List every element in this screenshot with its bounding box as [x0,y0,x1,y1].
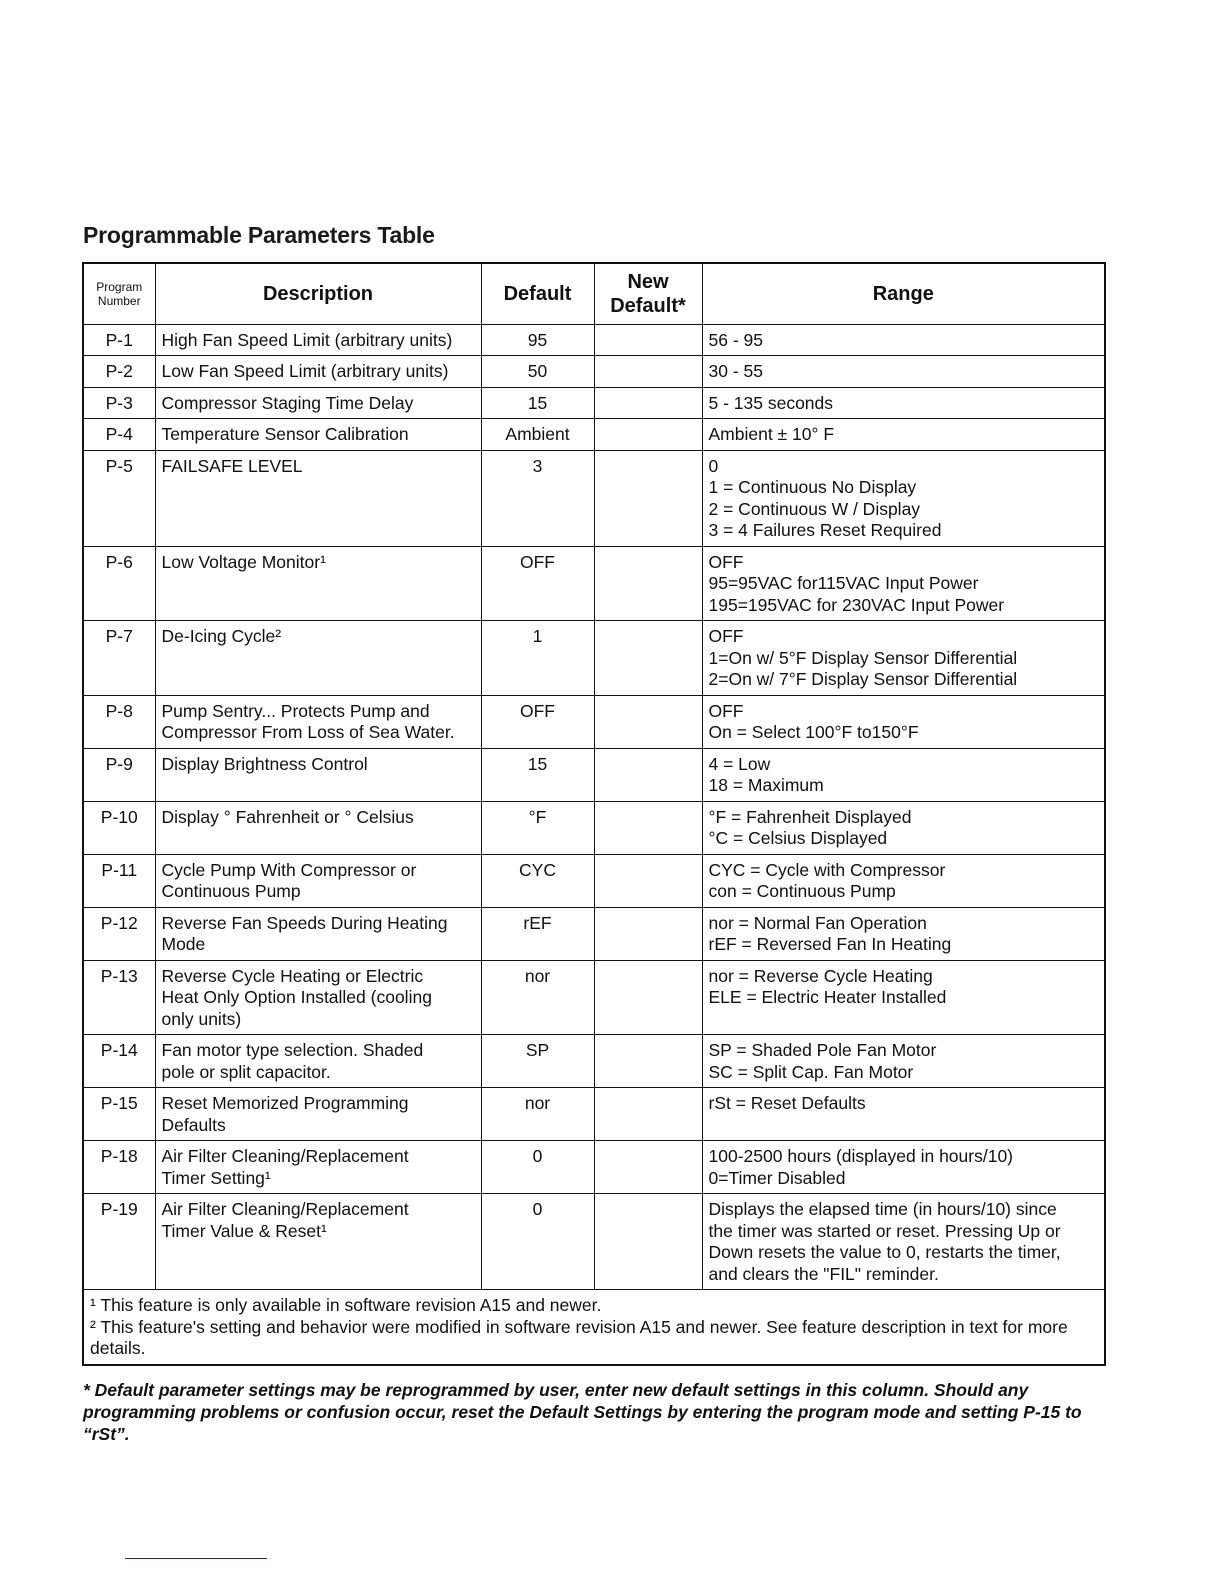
new-default-cell[interactable] [594,1194,702,1290]
range-cell [702,854,1105,907]
description-cell [155,1035,481,1088]
range-line: Ambient ± 10° F [708,424,835,444]
range-line: OFF [708,700,744,721]
new-default-cell[interactable] [594,1141,702,1194]
range-cell [702,387,1105,419]
range-line: 5 - 135 seconds [708,392,834,413]
description-line: Display ° Fahrenheit or ° Celsius [161,806,414,827]
footer-rule [125,1558,267,1559]
range-line: CYC = Cycle with Compressor [708,859,946,880]
header-program-number [83,263,155,324]
new-default-cell[interactable] [594,546,702,621]
table-row [83,1141,1105,1194]
range-cell [702,450,1105,546]
new-default-cell[interactable] [594,695,702,748]
range-line: Displays the elapsed time (in hours/10) since [708,1199,1057,1219]
range-cell [702,907,1105,960]
default-cell: CYC [481,854,594,907]
table-row [83,621,1105,696]
range-line: 0=Timer Disabled [708,1167,846,1188]
description-cell [155,695,481,748]
range-line: 56 - 95 [708,329,763,350]
table-row [83,356,1105,388]
range-line: Down resets the value to 0, restarts the timer, [708,1242,1061,1262]
new-default-cell[interactable] [594,907,702,960]
description-cell [155,419,481,451]
description-line: Pump Sentry... Protects Pump and [161,700,430,721]
footnote-1: ¹ This feature is only available in software revision A15 and newer. [90,1295,602,1315]
header-default: Default [481,263,594,324]
range-line: nor = Normal Fan Operation [708,912,927,933]
header-description: Description [155,263,481,324]
new-default-cell[interactable] [594,854,702,907]
description-line: De-Icing Cycle² [161,626,282,646]
range-cell [702,1141,1105,1194]
range-cell [702,960,1105,1035]
table-row [83,546,1105,621]
program-number-cell: P-2 [83,356,155,388]
table-row [83,387,1105,419]
description-cell [155,356,481,388]
new-default-cell[interactable] [594,450,702,546]
range-line: nor = Reverse Cycle Heating [708,965,933,986]
range-line: the timer was started or reset. Pressing Up or [708,1220,1061,1241]
range-line: SC = Split Cap. Fan Motor [708,1061,914,1082]
description-line: Timer Value & Reset¹ [161,1220,327,1241]
program-number-cell: P-10 [83,801,155,854]
header-range: Range [702,263,1105,324]
program-number-cell: P-15 [83,1088,155,1141]
default-cell: 1 [481,621,594,696]
description-line: Cycle Pump With Compressor or [161,859,417,880]
description-line: Compressor Staging Time Delay [161,392,414,413]
range-line: 18 = Maximum [708,775,824,795]
table-row [83,801,1105,854]
default-cell: OFF [481,546,594,621]
header-new-default [594,263,702,324]
default-cell: nor [481,960,594,1035]
range-line: 2 = Continuous W / Display [708,498,921,519]
default-settings-note: * Default parameter settings may be reprogrammed by user, enter new default settings in this column. Should any programming problems or confusion occur, reset the Default Settings by entering the program mode and setting P-15 to “rSt”. [83,1380,1082,1444]
description-line: Reverse Cycle Heating or Electric [161,965,424,986]
new-default-cell[interactable] [594,621,702,696]
default-cell: 95 [481,324,594,356]
parameters-table [82,262,1106,1366]
default-cell: 3 [481,450,594,546]
description-line: Low Voltage Monitor¹ [161,551,326,572]
range-line: and clears the "FIL" reminder. [708,1263,939,1284]
description-cell [155,621,481,696]
range-line: 2=On w/ 7°F Display Sensor Differential [708,669,1018,689]
default-cell: °F [481,801,594,854]
description-line: Reverse Fan Speeds During Heating [161,912,448,933]
range-cell [702,546,1105,621]
new-default-cell[interactable] [594,801,702,854]
description-line: Compressor From Loss of Sea Water. [161,722,455,742]
new-default-cell[interactable] [594,1088,702,1141]
description-cell [155,450,481,546]
program-number-cell: P-19 [83,1194,155,1290]
new-default-cell[interactable] [594,960,702,1035]
description-line: Reset Memorized Programming [161,1093,409,1113]
range-line: rEF = Reversed Fan In Heating [708,934,952,954]
program-number-cell: P-8 [83,695,155,748]
program-number-cell: P-12 [83,907,155,960]
program-number-cell: P-1 [83,324,155,356]
range-line: 100-2500 hours (displayed in hours/10) [708,1146,1013,1166]
range-line: 0 [708,455,719,476]
new-default-cell[interactable] [594,748,702,801]
footnotes-cell [83,1290,1105,1365]
range-cell [702,801,1105,854]
description-line: Low Fan Speed Limit (arbitrary units) [161,361,449,381]
new-default-cell[interactable] [594,356,702,388]
range-line: ELE = Electric Heater Installed [708,987,947,1007]
description-line: only units) [161,1008,242,1029]
description-cell [155,1141,481,1194]
program-number-cell: P-9 [83,748,155,801]
description-line: pole or split capacitor. [161,1061,331,1082]
range-line: 4 = Low [708,753,771,774]
range-line: SP = Shaded Pole Fan Motor [708,1040,937,1060]
program-number-cell: P-7 [83,621,155,696]
description-cell [155,1194,481,1290]
range-line: °F = Fahrenheit Displayed [708,806,912,827]
new-default-cell[interactable] [594,419,702,451]
program-number-cell: P-13 [83,960,155,1035]
default-cell: Ambient [481,419,594,451]
table-row [83,748,1105,801]
description-line: Air Filter Cleaning/Replacement [161,1199,409,1219]
range-line: 3 = 4 Failures Reset Required [708,520,942,540]
program-number-cell: P-4 [83,419,155,451]
table-row [83,1194,1105,1290]
new-default-cell[interactable] [594,387,702,419]
table-row [83,960,1105,1035]
program-number-cell: P-3 [83,387,155,419]
table-header-row [83,263,1105,324]
header-program-number-line1: Program [96,279,143,294]
table-row [83,450,1105,546]
description-cell [155,546,481,621]
description-line: Heat Only Option Installed (cooling [161,987,432,1007]
range-cell [702,695,1105,748]
program-number-cell: P-6 [83,546,155,621]
range-line: °C = Celsius Displayed [708,828,888,848]
description-cell [155,324,481,356]
table-row [83,695,1105,748]
description-cell [155,387,481,419]
description-cell [155,748,481,801]
default-cell: 50 [481,356,594,388]
header-new-default-line2: Default* [610,294,686,317]
description-line: Temperature Sensor Calibration [161,424,409,444]
header-program-number-line2: Number [97,293,141,308]
description-line: Continuous Pump [161,881,301,901]
table-row [83,854,1105,907]
table-row [83,324,1105,356]
description-line: FAILSAFE LEVEL [161,455,303,476]
description-line: Display Brightness Control [161,753,368,774]
description-line: High Fan Speed Limit (arbitrary units) [161,329,453,350]
range-line: OFF [708,551,744,572]
default-cell: 0 [481,1194,594,1290]
range-line: 195=195VAC for 230VAC Input Power [708,594,1005,615]
table-row [83,419,1105,451]
footnotes-row [83,1290,1105,1365]
range-line: 1 = Continuous No Display [708,477,917,497]
range-cell [702,1194,1105,1290]
range-line: rSt = Reset Defaults [708,1093,866,1113]
program-number-cell: P-11 [83,854,155,907]
description-cell [155,960,481,1035]
default-cell: rEF [481,907,594,960]
range-cell [702,356,1105,388]
program-number-cell: P-5 [83,450,155,546]
default-cell: OFF [481,695,594,748]
default-cell: 15 [481,748,594,801]
description-line: Defaults [161,1114,226,1135]
range-cell [702,324,1105,356]
range-line: 30 - 55 [708,361,763,381]
range-cell [702,748,1105,801]
table-row [83,1035,1105,1088]
default-cell: nor [481,1088,594,1141]
range-line: 1=On w/ 5°F Display Sensor Differential [708,647,1018,668]
range-line: On = Select 100°F to150°F [708,722,919,742]
description-cell [155,1088,481,1141]
footnote-2: ² This feature's setting and behavior were modified in software revision A15 and newer. See feature description in text for more details. [90,1316,1068,1358]
table-row [83,907,1105,960]
default-cell: SP [481,1035,594,1088]
description-line: Fan motor type selection. Shaded [161,1040,424,1060]
description-line: Air Filter Cleaning/Replacement [161,1146,409,1166]
range-cell [702,1035,1105,1088]
description-line: Mode [161,934,206,954]
table-title: Programmable Parameters Table [83,222,435,248]
new-default-cell[interactable] [594,324,702,356]
range-line: OFF [708,626,744,646]
default-cell: 15 [481,387,594,419]
description-cell [155,854,481,907]
range-line: con = Continuous Pump [708,881,896,901]
program-number-cell: P-14 [83,1035,155,1088]
new-default-cell[interactable] [594,1035,702,1088]
table-body [83,324,1105,1290]
description-cell [155,907,481,960]
description-cell [155,801,481,854]
range-cell [702,419,1105,451]
header-new-default-line1: New [627,270,669,293]
range-cell [702,1088,1105,1141]
table-row [83,1088,1105,1141]
description-line: Timer Setting¹ [161,1167,271,1188]
default-cell: 0 [481,1141,594,1194]
range-cell [702,621,1105,696]
range-line: 95=95VAC for115VAC Input Power [708,573,979,593]
program-number-cell: P-18 [83,1141,155,1194]
